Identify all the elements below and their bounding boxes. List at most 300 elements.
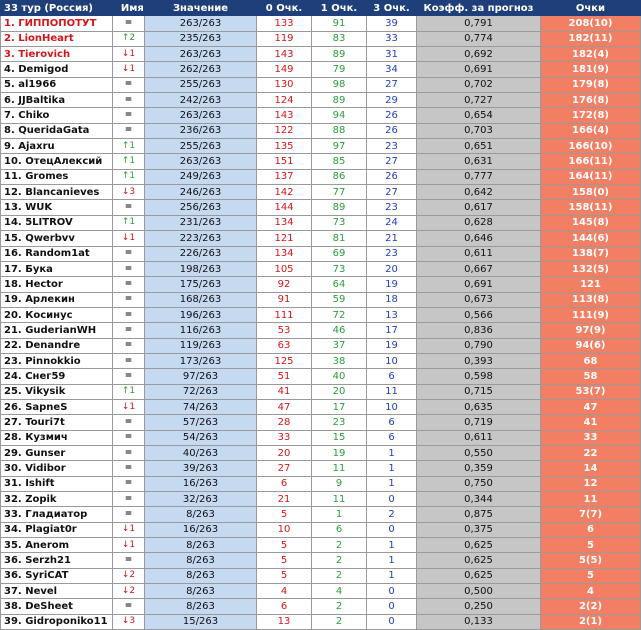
player-name: 22. Denandre [1,338,113,353]
one-point-cell: 2 [312,568,367,583]
player-name: 3. Tierovich [1,47,113,62]
coef-cell: 0,727 [417,93,541,108]
rank-change: = [113,123,145,138]
value-cell: 249/263 [145,169,257,184]
value-cell: 246/263 [145,185,257,200]
zero-points-cell: 151 [257,154,312,169]
coef-cell: 0,617 [417,200,541,215]
table-row [1,323,641,338]
points-cell: 11 [541,492,641,507]
points-cell: 5 [541,568,641,583]
one-point-cell: 20 [312,384,367,399]
table-row [1,476,641,491]
zero-points-cell: 27 [257,461,312,476]
points-cell: 158(0) [541,185,641,200]
player-name: 36. Serzh21 [1,553,113,568]
three-points-cell: 13 [367,307,417,322]
coef-cell: 0,791 [417,16,541,31]
zero-points-cell: 144 [257,200,312,215]
coef-cell: 0,703 [417,123,541,138]
table-row [1,384,641,399]
coef-cell: 0,651 [417,139,541,154]
rank-change: ↑1 [113,169,145,184]
zero-points-cell: 51 [257,369,312,384]
value-cell: 263/263 [145,154,257,169]
table-row [1,47,641,62]
player-name: 28. Кузмич [1,430,113,445]
value-cell: 8/263 [145,584,257,599]
value-cell: 235/263 [145,31,257,46]
one-point-cell: 77 [312,185,367,200]
table-row [1,415,641,430]
coef-cell: 0,667 [417,261,541,276]
one-point-cell: 73 [312,215,367,230]
points-cell: 47 [541,399,641,414]
value-cell: 236/263 [145,123,257,138]
value-cell: 173/263 [145,353,257,368]
table-row [1,599,641,614]
table-body [1,16,641,630]
points-cell: 53(7) [541,384,641,399]
table-row [1,108,641,123]
zero-points-cell: 4 [257,584,312,599]
rank-change: ↓3 [113,185,145,200]
coef-cell: 0,628 [417,215,541,230]
one-point-cell: 97 [312,139,367,154]
player-name: 5. al1966 [1,77,113,92]
rank-change: ↑1 [113,215,145,230]
points-cell: 14 [541,461,641,476]
table-row [1,445,641,460]
zero-points-cell: 111 [257,307,312,322]
value-cell: 16/263 [145,476,257,491]
table-row [1,246,641,261]
three-points-cell: 17 [367,323,417,338]
player-name: 12. Blancanieves [1,185,113,200]
rank-change: ↓1 [113,62,145,77]
player-name: 36. SyriCAT [1,568,113,583]
rank-change: = [113,553,145,568]
rank-change: ↓1 [113,399,145,414]
coef-cell: 0,691 [417,62,541,77]
zero-points-cell: 6 [257,599,312,614]
coef-cell: 0,250 [417,599,541,614]
three-points-cell: 6 [367,415,417,430]
coef-cell: 0,625 [417,568,541,583]
points-cell: 22 [541,445,641,460]
rank-change: ↑1 [113,154,145,169]
coef-cell: 0,673 [417,292,541,307]
table-row [1,31,641,46]
three-points-cell: 19 [367,277,417,292]
rank-change: ↓3 [113,614,145,629]
value-cell: 116/263 [145,323,257,338]
coef-cell: 0,611 [417,430,541,445]
one-point-cell: 59 [312,292,367,307]
value-cell: 168/263 [145,292,257,307]
rank-change: ↓1 [113,538,145,553]
table-row [1,185,641,200]
one-point-cell: 40 [312,369,367,384]
value-cell: 175/263 [145,277,257,292]
coef-cell: 0,393 [417,353,541,368]
coef-cell: 0,715 [417,384,541,399]
value-cell: 40/263 [145,445,257,460]
zero-points-cell: 135 [257,139,312,154]
zero-points-cell: 21 [257,492,312,507]
points-cell: 12 [541,476,641,491]
player-name: 29. Gunser [1,445,113,460]
one-point-cell: 9 [312,476,367,491]
three-points-cell: 1 [367,553,417,568]
three-points-cell: 29 [367,93,417,108]
coef-cell: 0,625 [417,538,541,553]
coef-cell: 0,598 [417,369,541,384]
zero-points-cell: 137 [257,169,312,184]
value-cell: 39/263 [145,461,257,476]
header-round-name [1,1,144,16]
player-name: 30. Vidibor [1,461,113,476]
points-cell: 176(8) [541,93,641,108]
zero-points-cell: 130 [257,77,312,92]
zero-points-cell: 121 [257,231,312,246]
zero-points-cell: 13 [257,614,312,629]
points-cell: 132(5) [541,261,641,276]
points-cell: 145(8) [541,215,641,230]
value-cell: 198/263 [145,261,257,276]
three-points-cell: 24 [367,215,417,230]
player-name: 19. Арлекин [1,292,113,307]
header-one: 1 Очк. [312,1,367,16]
one-point-cell: 2 [312,599,367,614]
one-point-cell: 4 [312,584,367,599]
player-name: 2. LionHeart [1,31,113,46]
player-name: 4. Demigod [1,62,113,77]
player-name: 20. Косинус [1,307,113,322]
points-cell: 121 [541,277,641,292]
three-points-cell: 2 [367,507,417,522]
player-name: 37. Nevel [1,584,113,599]
table-row [1,507,641,522]
one-point-cell: 6 [312,522,367,537]
one-point-cell: 88 [312,123,367,138]
one-point-cell: 69 [312,246,367,261]
points-cell: 181(9) [541,62,641,77]
player-name: 8. QueridaGata [1,123,113,138]
zero-points-cell: 124 [257,93,312,108]
three-points-cell: 34 [367,62,417,77]
zero-points-cell: 134 [257,246,312,261]
points-cell: 208(10) [541,16,641,31]
zero-points-cell: 5 [257,538,312,553]
zero-points-cell: 125 [257,353,312,368]
header-points: Очки [541,1,641,16]
coef-cell: 0,500 [417,584,541,599]
one-point-cell: 89 [312,47,367,62]
rank-change: ↑1 [113,139,145,154]
rank-change: = [113,599,145,614]
rank-change: ↑1 [113,384,145,399]
value-cell: 263/263 [145,16,257,31]
table-row [1,261,641,276]
player-name: 39. Gidroponiko11 [1,614,113,629]
rank-change: = [113,200,145,215]
points-cell: 164(11) [541,169,641,184]
coef-cell: 0,719 [417,415,541,430]
value-cell: 119/263 [145,338,257,353]
table-row [1,16,641,31]
zero-points-cell: 122 [257,123,312,138]
value-cell: 255/263 [145,77,257,92]
player-name: 9. Ajaxru [1,139,113,154]
table-row [1,200,641,215]
coef-cell: 0,359 [417,461,541,476]
table-row [1,461,641,476]
rank-change: = [113,246,145,261]
table-row [1,338,641,353]
one-point-cell: 2 [312,538,367,553]
one-point-cell: 79 [312,62,367,77]
rank-change: = [113,430,145,445]
rank-change: = [113,323,145,338]
value-cell: 242/263 [145,93,257,108]
points-cell: 182(11) [541,31,641,46]
table-header [1,1,641,16]
player-name: 34. Plagiat0r [1,522,113,537]
one-point-cell: 17 [312,399,367,414]
player-name: 1. ГИППОПОТУТ [1,16,113,31]
one-point-cell: 73 [312,261,367,276]
zero-points-cell: 133 [257,16,312,31]
one-point-cell: 15 [312,430,367,445]
coef-cell: 0,691 [417,277,541,292]
table-row [1,292,641,307]
points-cell: 4 [541,584,641,599]
header-name: Имя [120,2,144,14]
zero-points-cell: 20 [257,445,312,460]
rank-change: = [113,307,145,322]
value-cell: 57/263 [145,415,257,430]
points-cell: 68 [541,353,641,368]
one-point-cell: 98 [312,77,367,92]
table-row [1,399,641,414]
table-row [1,77,641,92]
player-name: 33. Гладиатор [1,507,113,522]
points-cell: 94(6) [541,338,641,353]
value-cell: 256/263 [145,200,257,215]
one-point-cell: 91 [312,16,367,31]
table-row [1,307,641,322]
player-name: 21. GuderianWH [1,323,113,338]
rank-change: ↑2 [113,31,145,46]
player-name: 18. Hector [1,277,113,292]
value-cell: 263/263 [145,108,257,123]
table-row [1,430,641,445]
zero-points-cell: 5 [257,507,312,522]
player-name: 27. Touri7t [1,415,113,430]
coef-cell: 0,344 [417,492,541,507]
table-row [1,522,641,537]
coef-cell: 0,642 [417,185,541,200]
zero-points-cell: 5 [257,553,312,568]
one-point-cell: 64 [312,277,367,292]
one-point-cell: 11 [312,461,367,476]
points-cell: 33 [541,430,641,445]
points-cell: 97(9) [541,323,641,338]
one-point-cell: 19 [312,445,367,460]
value-cell: 74/263 [145,399,257,414]
zero-points-cell: 105 [257,261,312,276]
player-name: 26. SapneS [1,399,113,414]
three-points-cell: 27 [367,154,417,169]
table-row [1,154,641,169]
value-cell: 223/263 [145,231,257,246]
three-points-cell: 27 [367,185,417,200]
player-name: 32. Zopik [1,492,113,507]
one-point-cell: 94 [312,108,367,123]
coef-cell: 0,875 [417,507,541,522]
player-name: 11. Gromes [1,169,113,184]
rank-change: ↓2 [113,568,145,583]
zero-points-cell: 119 [257,31,312,46]
value-cell: 8/263 [145,568,257,583]
value-cell: 32/263 [145,492,257,507]
player-name: 17. Бука [1,261,113,276]
table-row [1,93,641,108]
coef-cell: 0,635 [417,399,541,414]
player-name: 25. Vikysik [1,384,113,399]
value-cell: 97/263 [145,369,257,384]
coef-cell: 0,836 [417,323,541,338]
table-row [1,169,641,184]
rank-change: ↓1 [113,47,145,62]
points-cell: 166(4) [541,123,641,138]
value-cell: 8/263 [145,599,257,614]
rank-change: = [113,261,145,276]
points-cell: 2(1) [541,614,641,629]
value-cell: 196/263 [145,307,257,322]
value-cell: 226/263 [145,246,257,261]
points-cell: 179(8) [541,77,641,92]
one-point-cell: 1 [312,507,367,522]
player-name: 10. ОтецАлексий [1,154,113,169]
points-cell: 5(5) [541,553,641,568]
three-points-cell: 0 [367,522,417,537]
three-points-cell: 0 [367,599,417,614]
three-points-cell: 27 [367,77,417,92]
rank-change: = [113,353,145,368]
points-cell: 144(6) [541,231,641,246]
value-cell: 231/263 [145,215,257,230]
rank-change: ↓1 [113,231,145,246]
zero-points-cell: 6 [257,476,312,491]
three-points-cell: 33 [367,31,417,46]
coef-cell: 0,631 [417,154,541,169]
three-points-cell: 19 [367,338,417,353]
value-cell: 8/263 [145,507,257,522]
one-point-cell: 2 [312,553,367,568]
value-cell: 262/263 [145,62,257,77]
table-row [1,215,641,230]
three-points-cell: 31 [367,47,417,62]
zero-points-cell: 10 [257,522,312,537]
one-point-cell: 46 [312,323,367,338]
table-row [1,123,641,138]
value-cell: 72/263 [145,384,257,399]
points-cell: 166(10) [541,139,641,154]
points-cell: 41 [541,415,641,430]
three-points-cell: 0 [367,614,417,629]
three-points-cell: 1 [367,538,417,553]
value-cell: 54/263 [145,430,257,445]
three-points-cell: 0 [367,584,417,599]
table-row [1,369,641,384]
zero-points-cell: 91 [257,292,312,307]
three-points-cell: 26 [367,123,417,138]
rank-change: = [113,292,145,307]
zero-points-cell: 149 [257,62,312,77]
three-points-cell: 0 [367,492,417,507]
zero-points-cell: 143 [257,47,312,62]
rank-change: = [113,445,145,460]
three-points-cell: 11 [367,384,417,399]
points-cell: 6 [541,522,641,537]
table-row [1,584,641,599]
points-cell: 182(4) [541,47,641,62]
header-row [1,1,641,16]
zero-points-cell: 53 [257,323,312,338]
rank-change: = [113,492,145,507]
player-name: 15. Qwerbvv [1,231,113,246]
coef-cell: 0,625 [417,553,541,568]
coef-cell: 0,550 [417,445,541,460]
rank-change: = [113,277,145,292]
three-points-cell: 23 [367,139,417,154]
coef-cell: 0,654 [417,108,541,123]
player-name: 14. 5LITROV [1,215,113,230]
rank-change: = [113,93,145,108]
three-points-cell: 1 [367,445,417,460]
value-cell: 8/263 [145,538,257,553]
points-cell: 58 [541,369,641,384]
three-points-cell: 10 [367,353,417,368]
one-point-cell: 83 [312,31,367,46]
three-points-cell: 1 [367,461,417,476]
points-cell: 158(11) [541,200,641,215]
zero-points-cell: 41 [257,384,312,399]
table-row [1,62,641,77]
header-three: 3 Очк. [367,1,417,16]
points-cell: 5 [541,538,641,553]
header-coef: Коэфф. за прогноз [417,1,541,16]
coef-cell: 0,774 [417,31,541,46]
three-points-cell: 6 [367,430,417,445]
three-points-cell: 18 [367,292,417,307]
three-points-cell: 20 [367,261,417,276]
coef-cell: 0,133 [417,614,541,629]
points-cell: 172(8) [541,108,641,123]
one-point-cell: 23 [312,415,367,430]
table-row [1,568,641,583]
points-cell: 138(7) [541,246,641,261]
value-cell: 15/263 [145,614,257,629]
zero-points-cell: 142 [257,185,312,200]
three-points-cell: 10 [367,399,417,414]
three-points-cell: 1 [367,476,417,491]
header-value: Значение [145,1,257,16]
value-cell: 255/263 [145,139,257,154]
one-point-cell: 2 [312,614,367,629]
